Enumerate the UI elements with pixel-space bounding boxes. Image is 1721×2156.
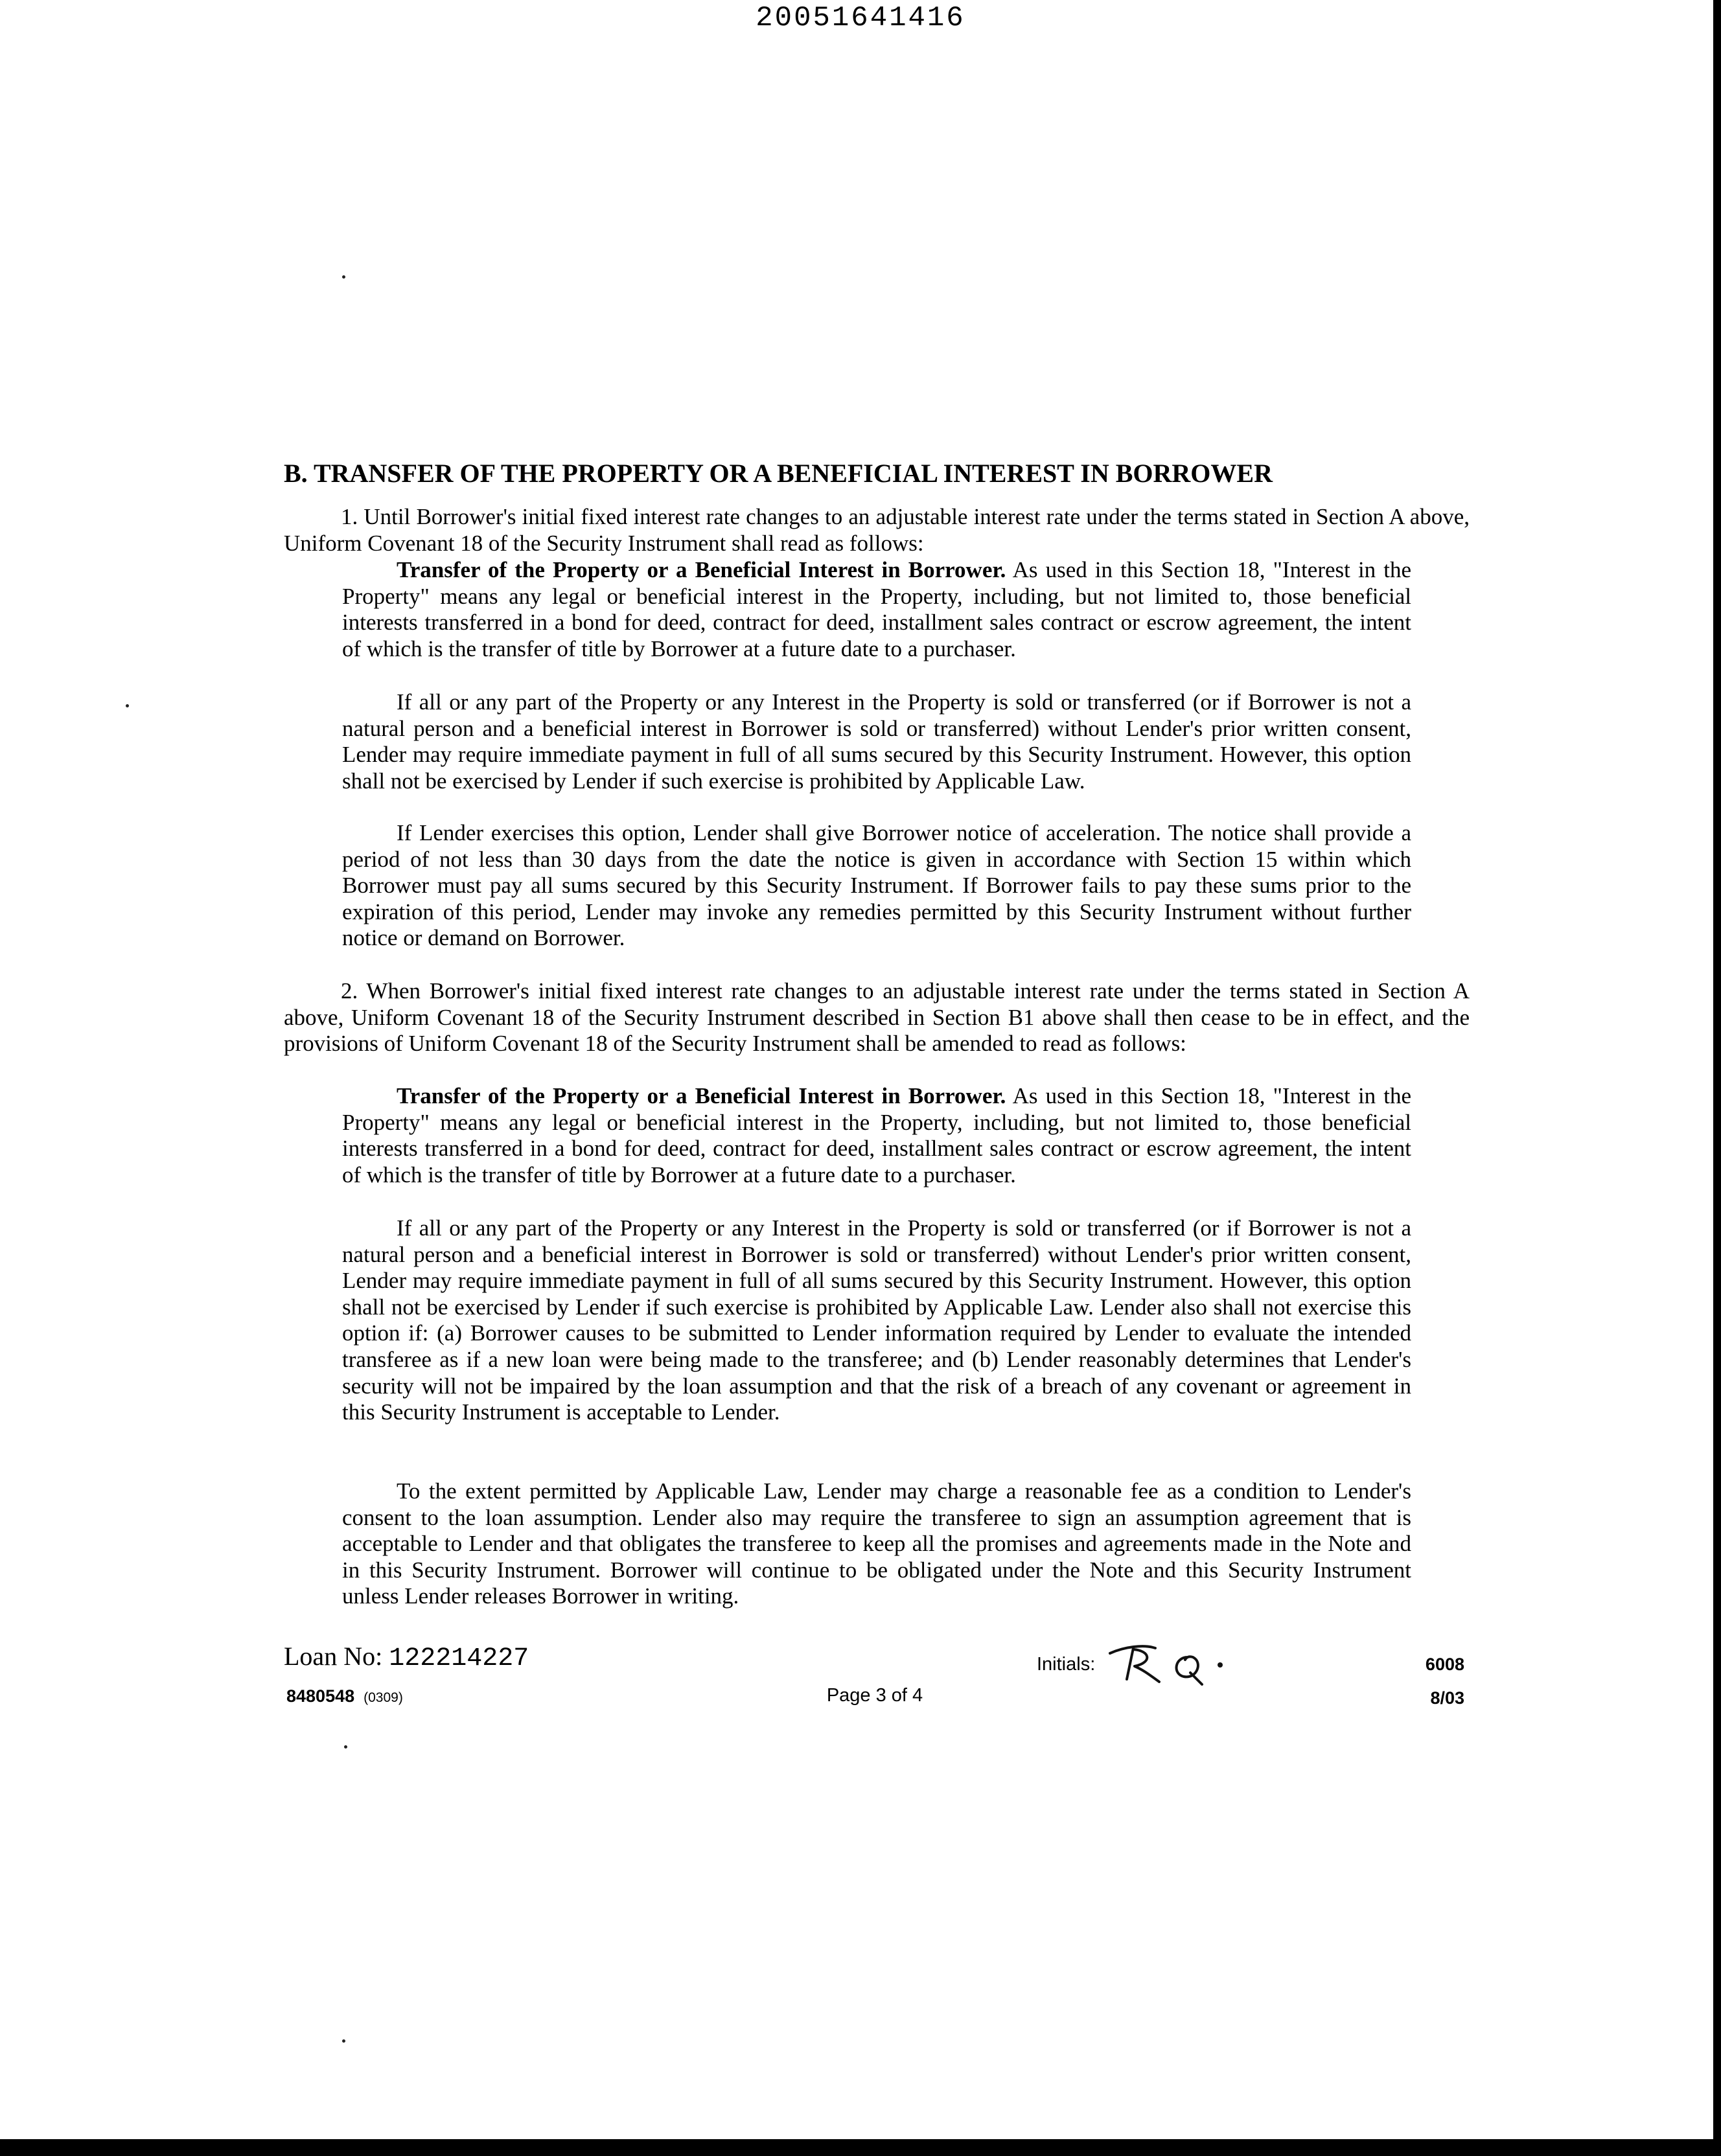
- covenant-18-text: As used in this Section 18, "Interest in the Property" means any legal or beneficial interest in the Property, including, but not limited to, those beneficial interests transferred in a bond for deed, contract for deed, installment sales contract or escrow agreement, the intent of which is the transfer of title by Borrower at a future date to a purchaser.: [342, 557, 1412, 661]
- scan-speck: [344, 1745, 347, 1749]
- page-indicator: Page 3 of 4: [826, 1685, 923, 1706]
- loan-number-value: 122214227: [389, 1644, 529, 1673]
- section-heading: B. TRANSFER OF THE PROPERTY OR A BENEFICIAL INTEREST IN BORROWER: [284, 459, 1273, 488]
- scan-speck: [342, 275, 345, 279]
- loan-number-label: Loan No:: [284, 1642, 383, 1671]
- covenant-18-title: Transfer of the Property or a Beneficial Interest in Borrower.: [397, 557, 1006, 582]
- paragraph-b2: 2. When Borrower's initial fixed interest rate changes to an adjustable interest rate under the terms stated in Section A above, Uniform Covenant 18 of the Security Instrument described in Section B1 above shall then cease to be in effect, and the provisions of Uniform Covenant 18 of the Security Instrument shall be amended to read as follows:: [284, 978, 1470, 1057]
- covenant-18-paragraph-1: [342, 557, 1411, 662]
- scan-speck: [126, 704, 129, 707]
- paragraph-b1: 1. Until Borrower's initial fixed interest rate changes to an adjustable interest rate under the terms stated in Section A above, Uniform Covenant 18 of the Security Instrument shall read as follows:: [284, 504, 1470, 556]
- covenant-18-paragraph-2: If all or any part of the Property or any Interest in the Property is sold or transferred (or if Borrower is not a natural person and a beneficial interest in Borrower is sold or transferred) without Lender's prior written consent, Lender may require immediate payment in full of all sums secured by this Security Instrument. However, this option shall not be exercised by Lender if such exercise is prohibited by Applicable Law.: [342, 689, 1411, 794]
- loan-number-line: [284, 1640, 529, 1675]
- document-recording-number: 20051641416: [756, 2, 965, 34]
- initials-label: Initials:: [1037, 1654, 1096, 1675]
- form-date: 8/03: [1430, 1688, 1464, 1708]
- form-number-value: 8480548: [286, 1686, 355, 1706]
- covenant-18-paragraph-3: If Lender exercises this option, Lender shall give Borrower notice of acceleration. The notice shall provide a period of not less than 30 days from the date the notice is given in accordance with Section 15 within which Borrower must pay all sums secured by this Security Instrument. If Borrower fails to pay these sums prior to the expiration of this period, Lender may invoke any remedies permitted by this Security Instrument without further notice or demand on Borrower.: [342, 820, 1411, 951]
- form-code: 6008: [1425, 1655, 1464, 1674]
- amended-covenant-18-paragraph-2: If all or any part of the Property or any Interest in the Property is sold or transferred (or if Borrower is not a natural person and a beneficial interest in Borrower is sold or transferred) without Lender's prior written consent, Lender may require immediate payment in full of all sums secured by this Security Instrument. However, this option shall not be exercised by Lender if such exercise is prohibited by Applicable Law. Lender also shall not exercise this option if: (a) Borrower causes to be submitted to Lender information required by Lender to evaluate the intended transferee as if a new loan were being made to the transferee; and (b) Lender reasonably determines that Lender's security will not be impaired by the loan assumption and that the risk of a breach of any covenant or agreement in this Security Instrument is acceptable to Lender.: [342, 1215, 1411, 1425]
- form-number: [286, 1686, 403, 1706]
- amended-covenant-18-text: As used in this Section 18, "Interest in the Property" means any legal or beneficial interest in the Property, including, but not limited to, those beneficial interests transferred in a bond for deed, contract for deed, installment sales contract or escrow agreement, the intent of which is the transfer of title by Borrower at a future date to a purchaser.: [342, 1083, 1412, 1187]
- form-revision: (0309): [364, 1690, 403, 1705]
- scan-speck: [342, 2039, 345, 2043]
- amended-covenant-18-paragraph-3: To the extent permitted by Applicable Law, Lender may charge a reasonable fee as a condition to Lender's consent to the loan assumption. Lender also may require the transferee to sign an assumption agreement that is acceptable to Lender and that obligates the transferee to keep all the promises and agreements made in the Note and in this Security Instrument. Borrower will continue to be obligated under the Note and this Security Instrument unless Lender releases Borrower in writing.: [342, 1478, 1411, 1609]
- amended-covenant-18-title: Transfer of the Property or a Beneficial Interest in Borrower.: [397, 1083, 1006, 1108]
- scan-border-right: [1713, 0, 1721, 2156]
- scan-border-bottom: [0, 2139, 1721, 2156]
- handwritten-initials-signature: [1105, 1634, 1234, 1692]
- amended-covenant-18-paragraph-1: [342, 1083, 1411, 1188]
